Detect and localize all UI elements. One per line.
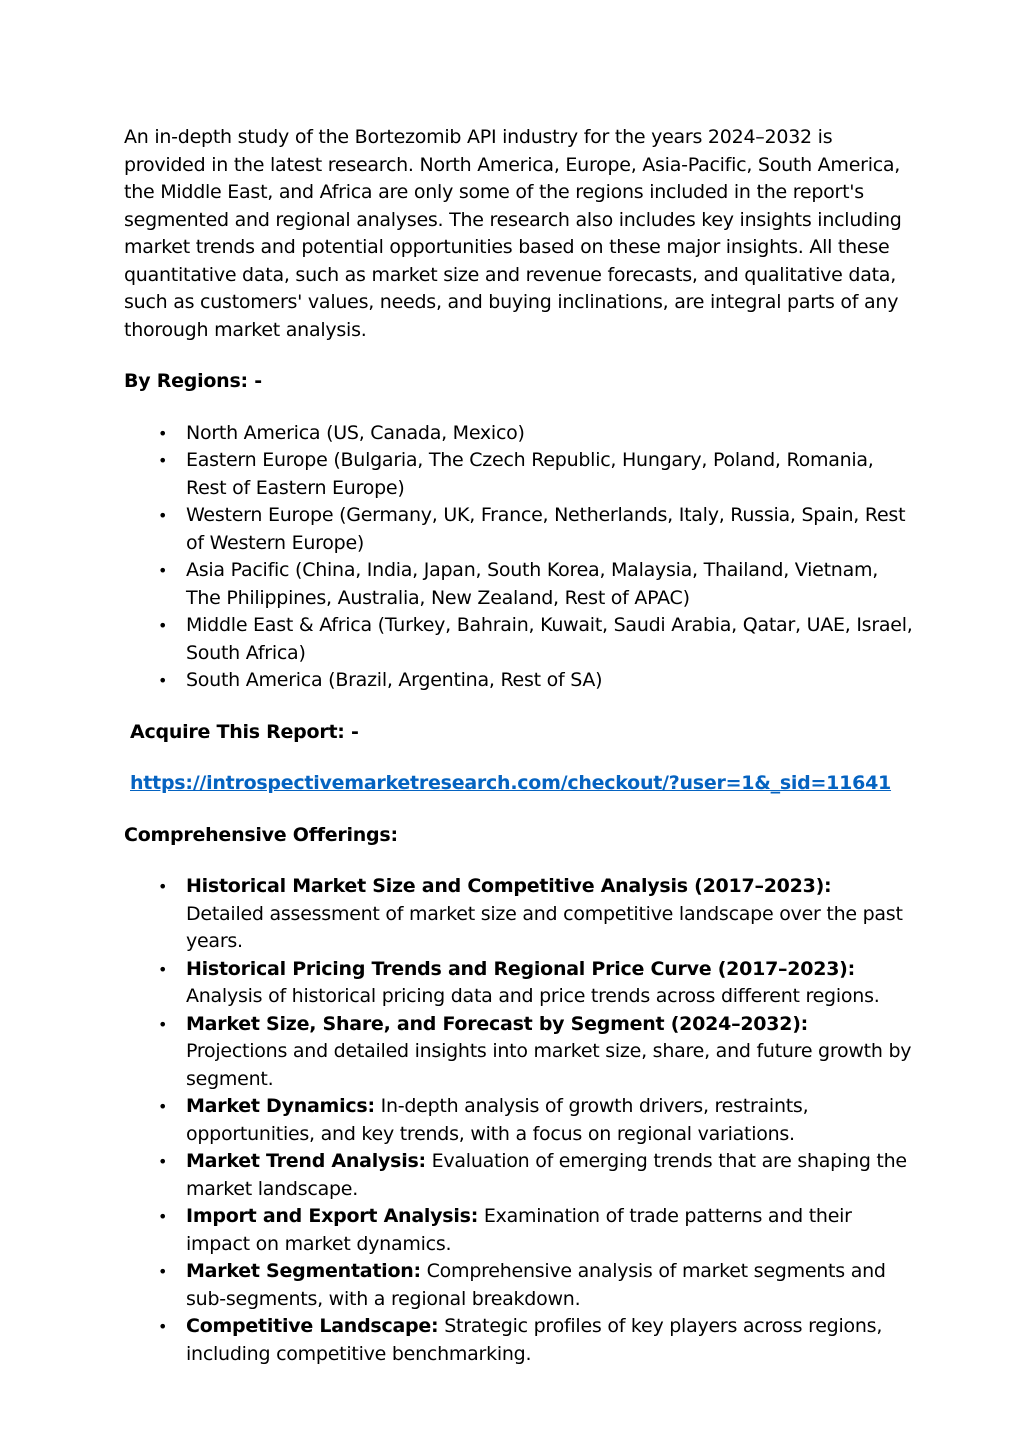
offering-text: Evaluation of emerging trends that are shaping the market landscape. (186, 1150, 907, 1200)
list-item (124, 1203, 914, 1258)
bullet-icon: • (158, 506, 168, 525)
region-text: South America (Brazil, Argentina, Rest of SA) (186, 669, 603, 691)
regions-heading: By Regions: - (124, 370, 262, 392)
region-text: Eastern Europe (Bulgaria, The Czech Republic, Hungary, Poland, Romania, Rest of Eastern Europe) (186, 449, 874, 499)
intro-paragraph: An in-depth study of the Bortezomib API industry for the years 2024–2032 is provided in the latest research. North America, Europe, Asia-Pacific, South America, the Middle East, and Africa are only some of the regions included in the report's segmented and regional analyses. The research also includes key insights including market trends and potential opportunities based on these major insights. All these quantitative data, such as market size and revenue forecasts, and qualitative data, such as customers' values, needs, and buying inclinations, are integral parts of any thorough market analysis. (124, 126, 902, 341)
regions-list (124, 420, 914, 695)
list-item (124, 1011, 914, 1094)
offering-text: Projections and detailed insights into market size, share, and future growth by segment. (186, 1040, 912, 1090)
offering-text: Examination of trade patterns and their impact on market dynamics. (186, 1205, 852, 1255)
list-item (124, 667, 914, 695)
offering-title: Historical Market Size and Competitive Analysis (2017–2023): (186, 875, 832, 897)
region-text: Middle East & Africa (Turkey, Bahrain, Kuwait, Saudi Arabia, Qatar, UAE, Israel, South Africa) (186, 614, 913, 664)
bullet-icon: • (158, 1262, 168, 1281)
bullet-icon: • (158, 959, 168, 979)
region-text: Asia Pacific (China, India, Japan, South Korea, Malaysia, Thailand, Vietnam, The Philippines, Australia, New Zealand, Rest of APAC) (186, 559, 879, 609)
offering-text: Analysis of historical pricing data and price trends across different regions. (186, 985, 880, 1007)
offering-title: Import and Export Analysis: (186, 1205, 479, 1227)
list-item (124, 557, 914, 612)
list-item (124, 956, 914, 1011)
region-text: North America (US, Canada, Mexico) (186, 421, 525, 444)
bullet-icon: • (158, 616, 168, 635)
bullet-icon: • (158, 451, 168, 470)
bullet-icon: • (158, 1317, 168, 1336)
offering-text: Detailed assessment of market size and competitive landscape over the past years. (186, 902, 903, 952)
list-item (124, 447, 914, 502)
offering-text: In-depth analysis of growth drivers, restraints, opportunities, and key trends, with a focus on regional variations. (186, 1095, 809, 1145)
bullet-icon: • (158, 1152, 168, 1171)
bullet-icon: • (158, 877, 168, 896)
list-item (124, 1148, 914, 1203)
offering-text: Strategic profiles of key players across regions, including competitive benchmarking. (186, 1315, 883, 1365)
list-item (124, 1313, 914, 1368)
list-item (124, 1093, 914, 1148)
bullet-icon: • (158, 1097, 168, 1116)
offering-title: Competitive Landscape: (186, 1315, 439, 1337)
offering-title: Market Size, Share, and Forecast by Segment (2024–2032): (186, 1012, 808, 1035)
list-item (124, 1258, 914, 1313)
bullet-icon: • (158, 1014, 168, 1034)
acquire-heading: Acquire This Report: - (130, 720, 359, 743)
checkout-link[interactable]: https://introspectivemarketresearch.com/checkout/?user=1&_sid=11641 (130, 772, 892, 794)
offering-title: Market Trend Analysis: (186, 1150, 426, 1172)
list-item (124, 502, 914, 557)
list-item (124, 612, 914, 667)
link-line (124, 770, 914, 798)
list-item (124, 873, 914, 956)
offering-title: Market Dynamics: (186, 1095, 375, 1117)
offerings-heading: Comprehensive Offerings: (124, 823, 398, 846)
offering-text: Comprehensive analysis of market segments and sub-segments, with a regional breakdown. (186, 1260, 886, 1310)
document-page (124, 124, 914, 1392)
list-item (124, 420, 914, 448)
region-text: Western Europe (Germany, UK, France, Netherlands, Italy, Russia, Spain, Rest of Western Europe) (186, 504, 906, 554)
bullet-icon: • (158, 671, 168, 690)
offering-title: Historical Pricing Trends and Regional Price Curve (2017–2023): (186, 957, 855, 980)
offerings-list (124, 873, 914, 1368)
offering-title: Market Segmentation: (186, 1260, 421, 1282)
bullet-icon: • (158, 423, 168, 443)
bullet-icon: • (158, 1207, 168, 1226)
bullet-icon: • (158, 561, 168, 580)
